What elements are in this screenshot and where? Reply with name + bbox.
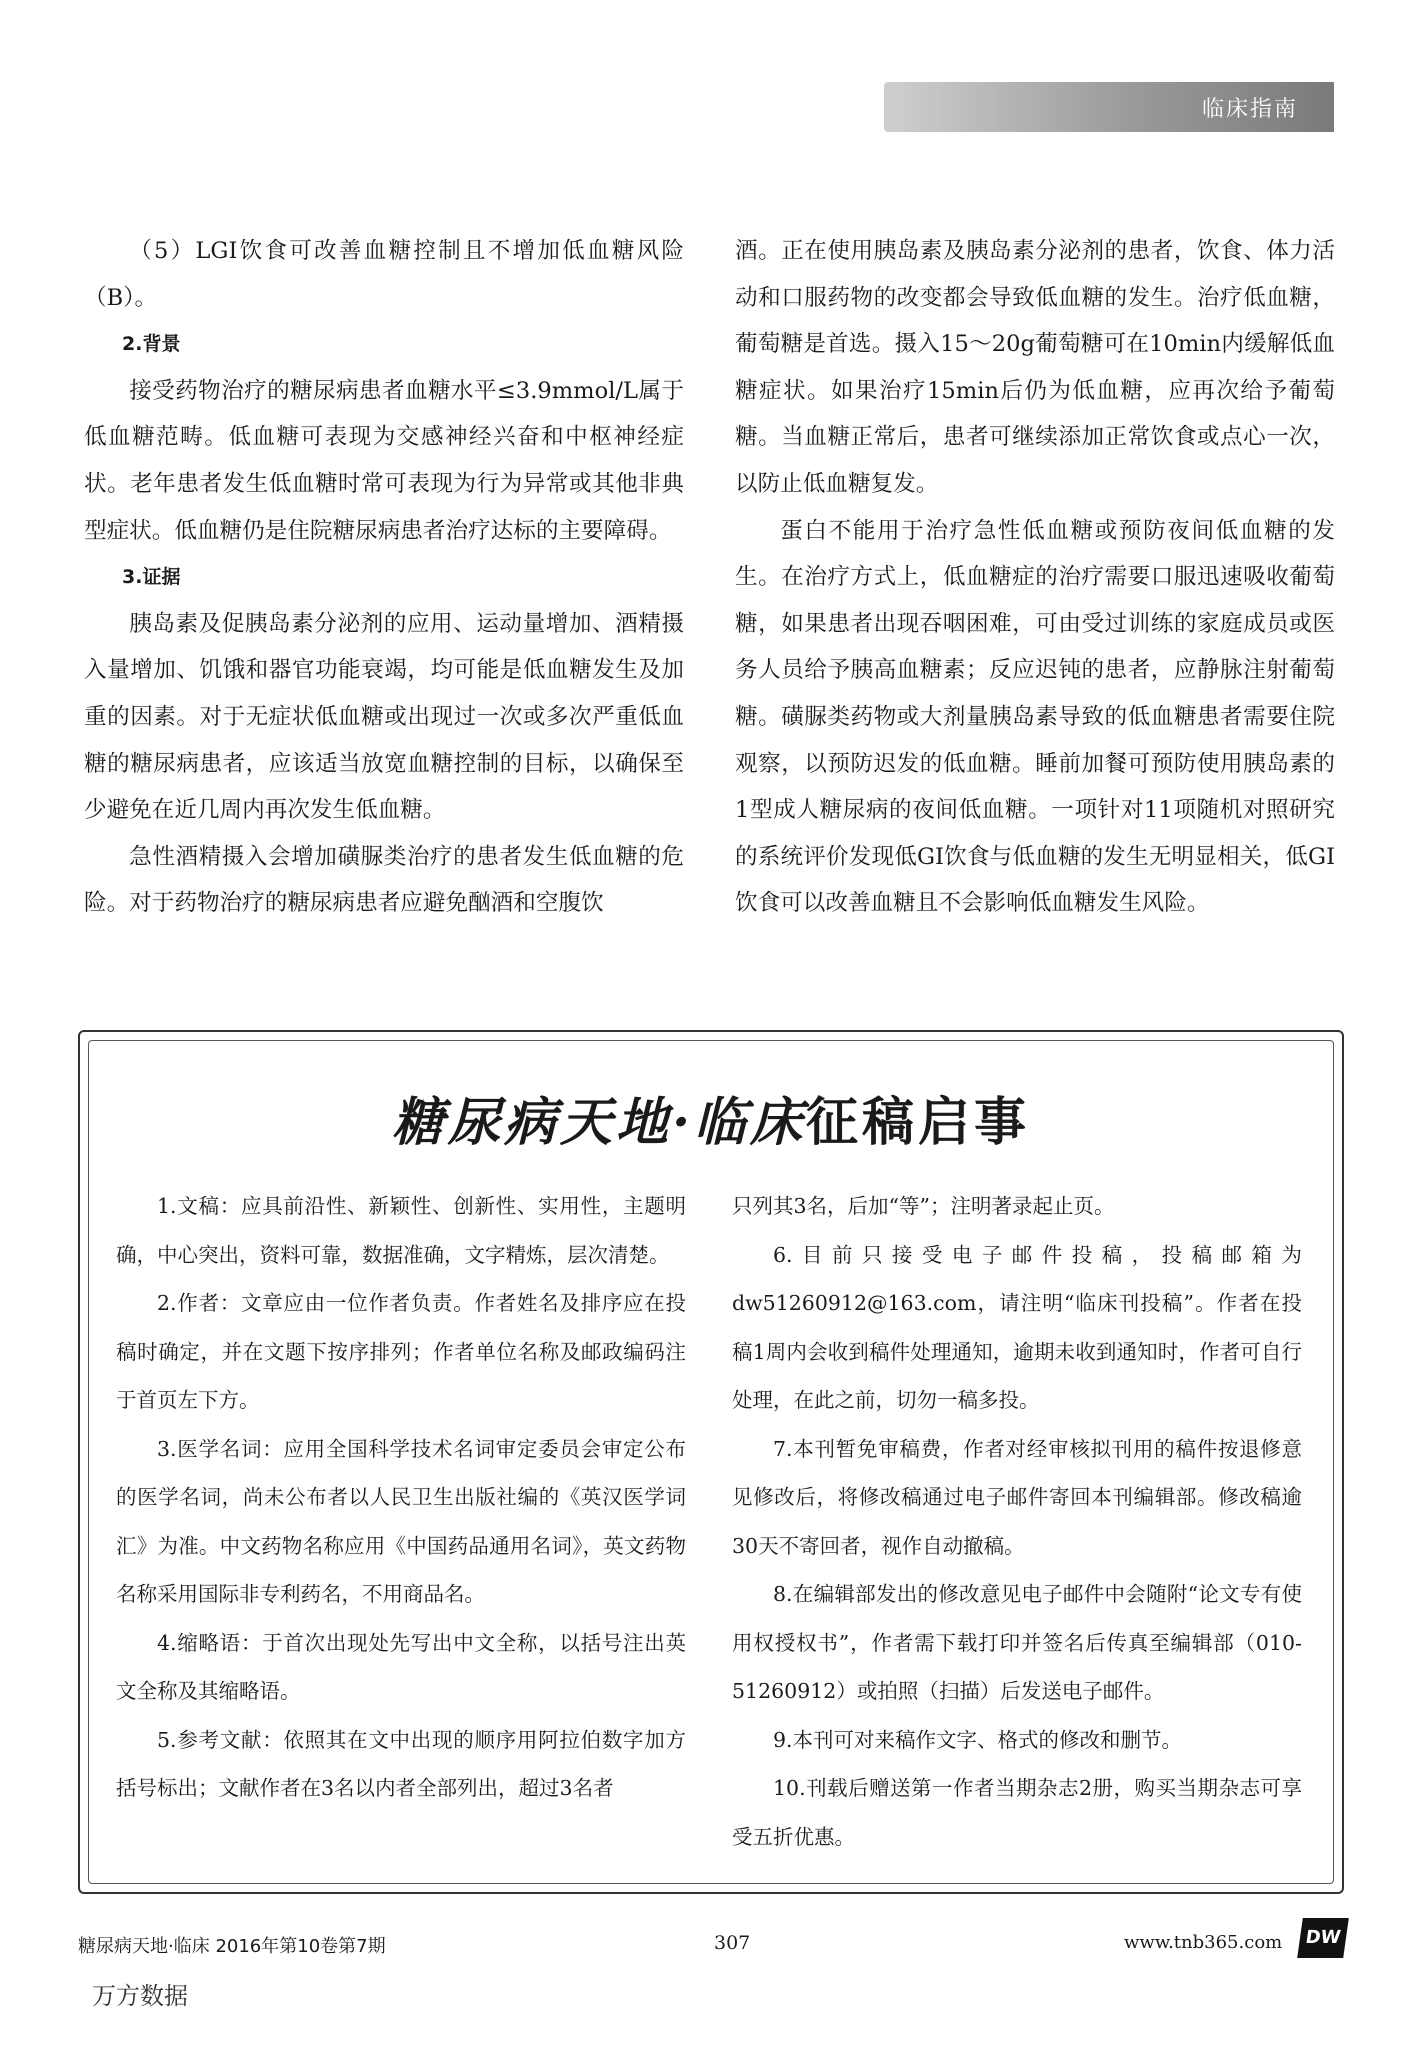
notice-item: 1.文稿：应具前沿性、新颖性、创新性、实用性，主题明确，中心突出，资料可靠，数据准确，文字精炼，层次清楚。 [116,1194,686,1267]
section-heading: 2.背景 [122,333,181,356]
dw-logo-icon: DW [1297,1918,1349,1958]
right-column [735,228,1335,927]
notice-title [80,1080,1342,1155]
notice-item: 6.目前只接受电子邮件投稿，投稿邮箱为dw51260912@163.com，请注明“临床刊投稿”。作者在投稿1周内会收到稿件处理通知，逾期未收到通知时，作者可自行处理，在此之前，切勿一稿多投。 [732,1242,1302,1412]
paragraph: 胰岛素及促胰岛素分泌剂的应用、运动量增加、酒精摄入量增加、饥饿和器官功能衰竭，均可能是低血糖发生及加重的因素。对于无症状低血糖或出现过一次或多次严重低血糖的糖尿病患者，应该适当放宽血糖控制的目标，以确保至少避免在近几周内再次发生低血糖。 [84,610,684,824]
watermark: 万方数据 [92,1982,188,2010]
paragraph: 酒。正在使用胰岛素及胰岛素分泌剂的患者，饮食、体力活动和口服药物的改变都会导致低血糖的发生。治疗低血糖，葡萄糖是首选。摄入15～20g葡萄糖可在10min内缓解低血糖症状。如果治疗15min后仍为低血糖，应再次给予葡萄糖。当血糖正常后，患者可继续添加正常饮食或点心一次，以防止低血糖复发。 [735,238,1335,497]
paragraph: 急性酒精摄入会增加磺脲类治疗的患者发生低血糖的危险。对于药物治疗的糖尿病患者应避免酗酒和空腹饮 [84,843,684,917]
notice-item: 2.作者：文章应由一位作者负责。作者姓名及排序应在投稿时确定，并在文题下按序排列；作者单位名称及邮政编码注于首页左下方。 [116,1291,686,1412]
footer-url: www.tnb365.com [1124,1932,1283,1953]
left-column [84,228,684,927]
page-number: 307 [714,1932,751,1954]
footer-journal: 糖尿病天地·临床 2016年第10卷第7期 [78,1936,386,1957]
notice-item: 3.医学名词：应用全国科学技术名词审定委员会审定公布的医学名词，尚未公布者以人民卫生出版社编的《英汉医学词汇》为准。中文药物名称应用《中国药品通用名词》，英文药物名称采用国际非专利药名，不用商品名。 [116,1436,686,1606]
call-for-papers-box [78,1030,1344,1894]
notice-item: 5.参考文献：依照其在文中出现的顺序用阿拉伯数字加方括号标出；文献作者在3名以内者全部列出，超过3名者 [116,1727,686,1800]
notice-title-brand: 糖尿病天地·临床 [391,1092,807,1153]
paragraph: （5）LGI饮食可改善血糖控制且不增加低血糖风险（B）。 [84,238,684,311]
notice-item: 9.本刊可对来稿作文字、格式的修改和删节。 [773,1727,1183,1752]
notice-item: 8.在编辑部发出的修改意见电子邮件中会随附“论文专有使用权授权书”，作者需下载打印并签名后传真至编辑部（010-51260912）或拍照（扫描）后发送电子邮件。 [732,1582,1302,1703]
notice-item: 10.刊载后赠送第一作者当期杂志2册，购买当期杂志可享受五折优惠。 [732,1776,1302,1849]
section-heading: 3.证据 [122,566,181,589]
notice-left-column [116,1182,686,1813]
notice-right-column [732,1182,1302,1861]
notice-item: 只列其3名，后加“等”；注明著录起止页。 [732,1194,1115,1218]
paragraph: 接受药物治疗的糖尿病患者血糖水平≤3.9mmol/L属于低血糖范畴。低血糖可表现为交感神经兴奋和中枢神经症状。老年患者发生低血糖时常可表现为行为异常或其他非典型症状。低血糖仍是住院糖尿病患者治疗达标的主要障碍。 [84,377,684,544]
section-tab-label: 临床指南 [1201,97,1298,122]
notice-item: 7.本刊暂免审稿费，作者对经审核拟刊用的稿件按退修意见修改后，将修改稿通过电子邮件寄回本刊编辑部。修改稿逾30天不寄回者，视作自动撤稿。 [732,1436,1302,1558]
section-tab [884,82,1334,132]
notice-title-rest: 征稿启事 [806,1092,1031,1153]
notice-item: 4.缩略语：于首次出现处先写出中文全称，以括号注出英文全称及其缩略语。 [116,1630,686,1703]
paragraph: 蛋白不能用于治疗急性低血糖或预防夜间低血糖的发生。在治疗方式上，低血糖症的治疗需要口服迅速吸收葡萄糖，如果患者出现吞咽困难，可由受过训练的家庭成员或医务人员给予胰高血糖素；反应迟钝的患者，应静脉注射葡萄糖。磺脲类药物或大剂量胰岛素导致的低血糖患者需要住院观察，以预防迟发的低血糖。睡前加餐可预防使用胰岛素的1型成人糖尿病的夜间低血糖。一项针对11项随机对照研究的系统评价发现低GI饮食与低血糖的发生无明显相关，低GI饮食可以改善血糖且不会影响低血糖发生风险。 [735,517,1335,917]
